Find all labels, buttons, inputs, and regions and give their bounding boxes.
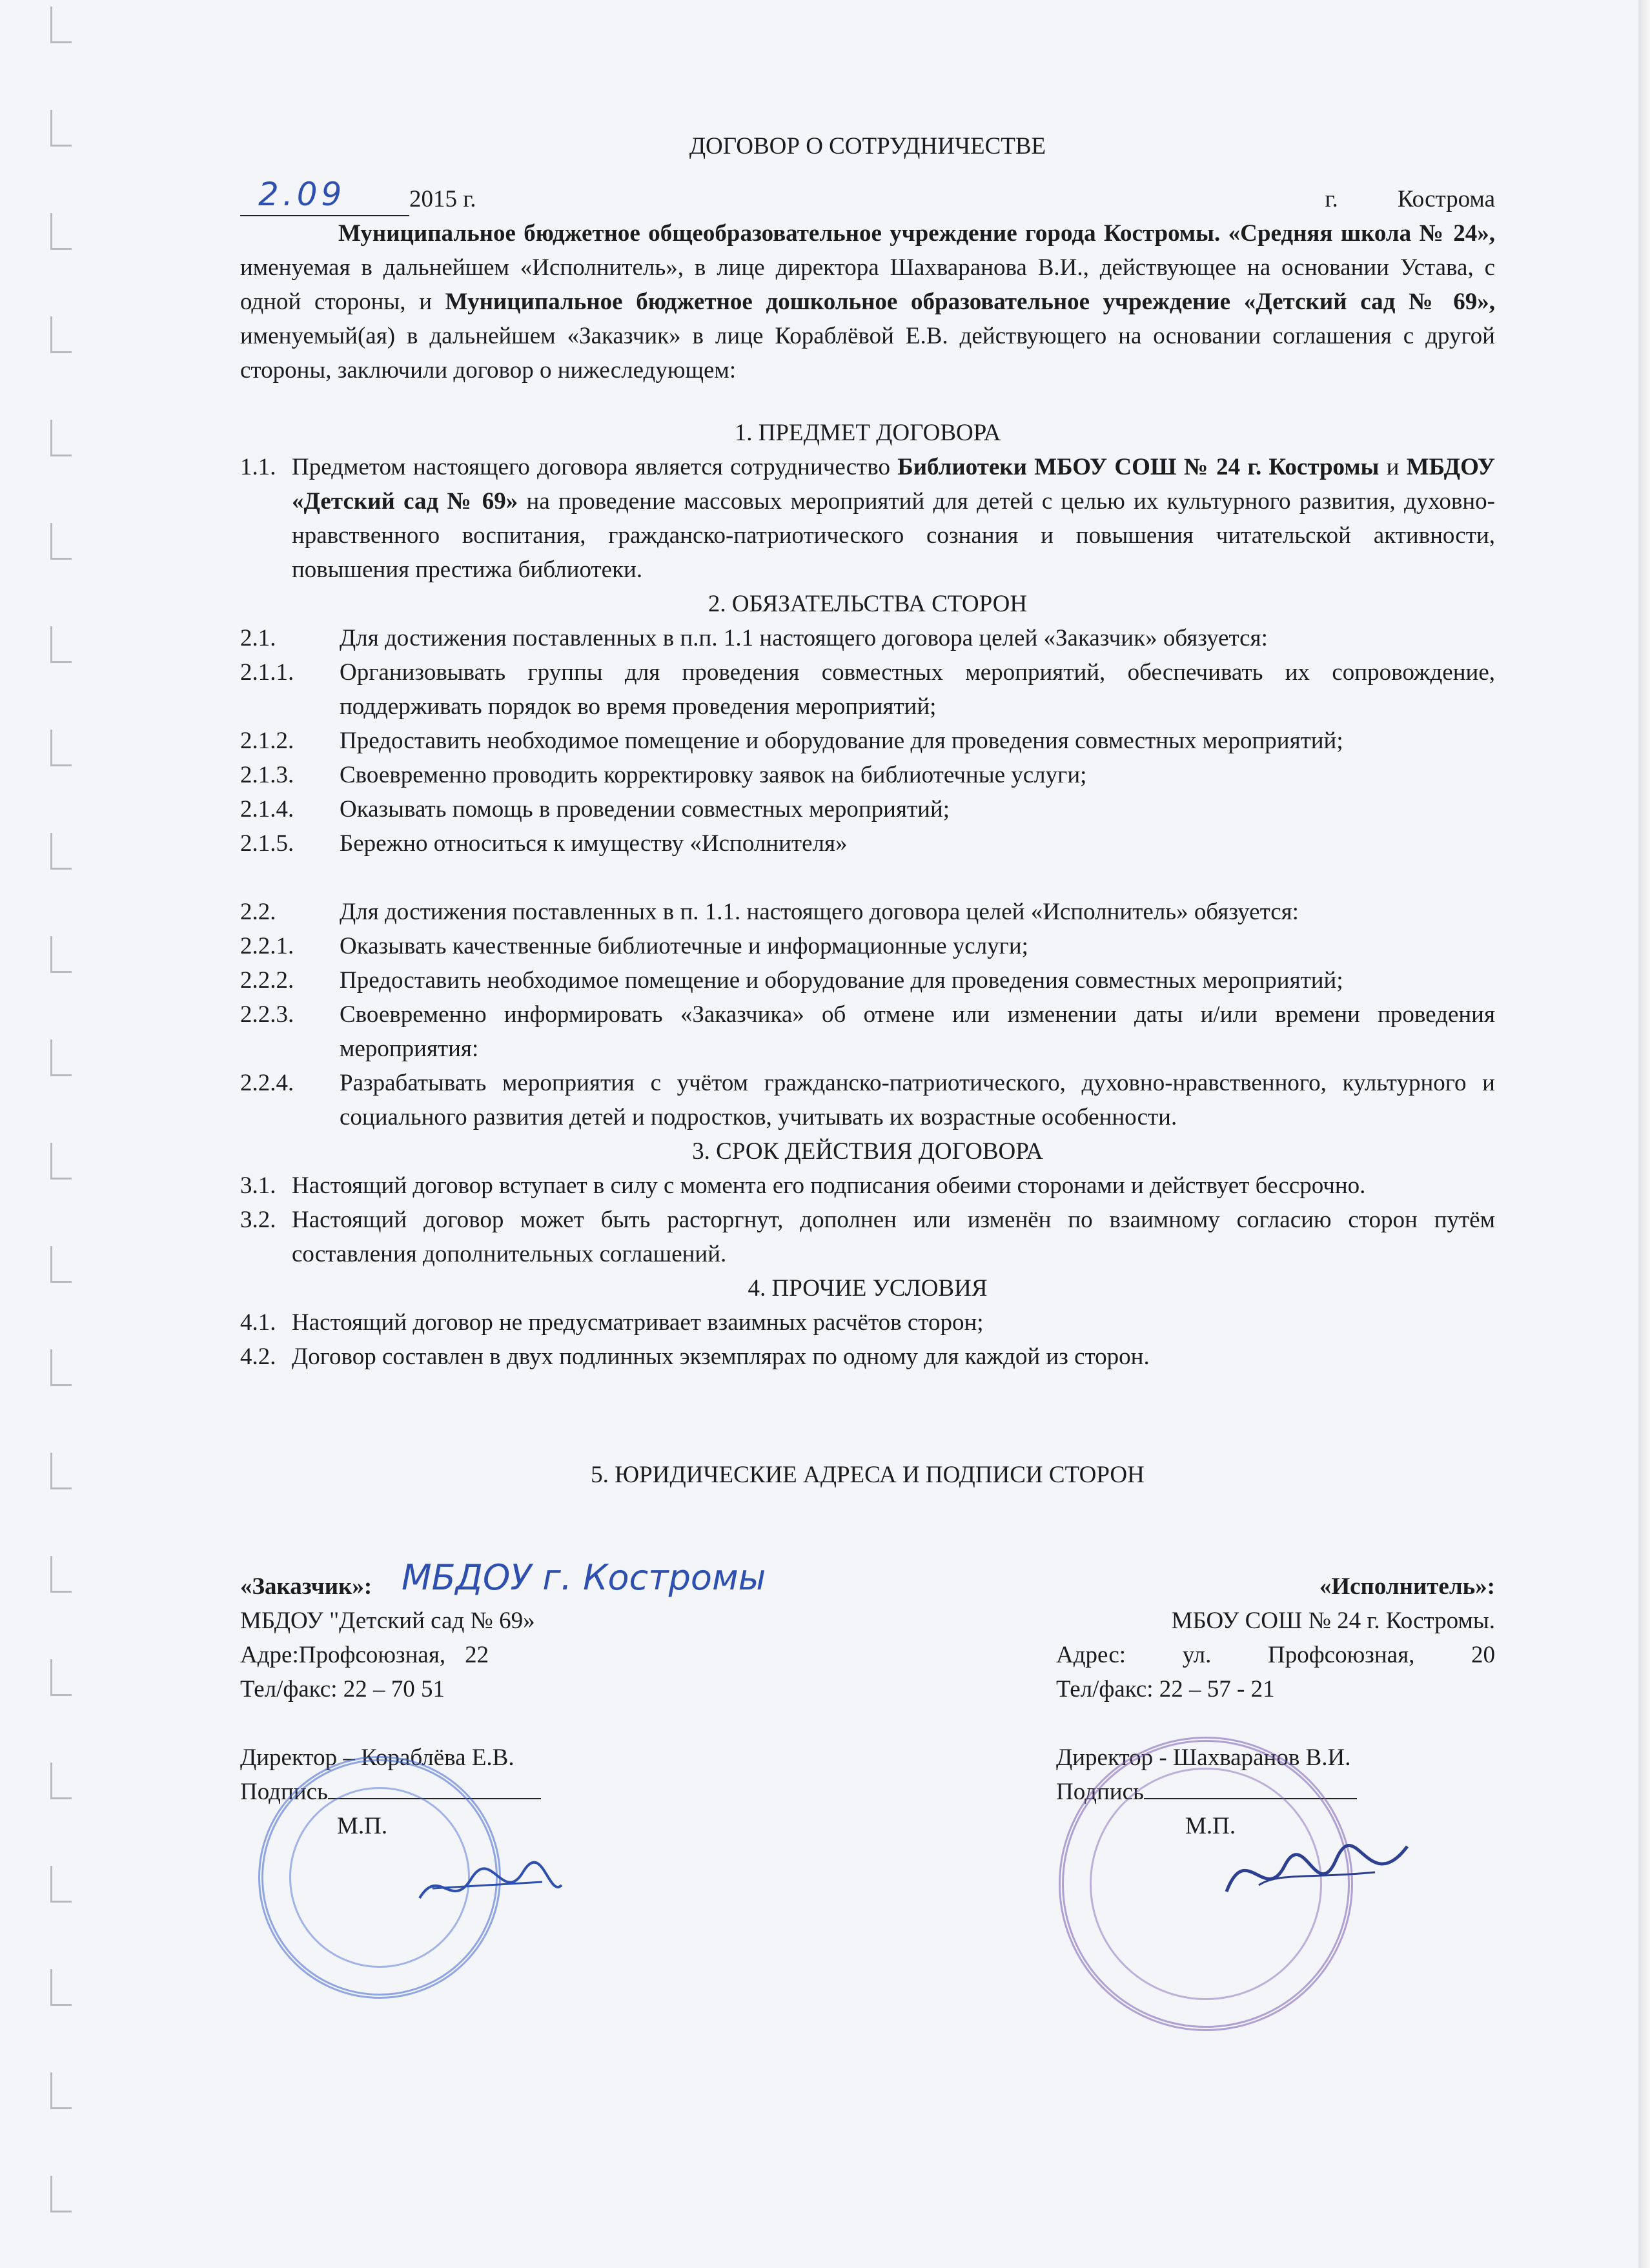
clause [240,655,1495,724]
clause-number: 4.2. [240,1343,276,1370]
clause [240,758,1495,792]
clause-text: Настоящий договор вступает в силу с момента его подписания обеими сторонами и действует бессрочно. [292,1172,1366,1199]
clause-number: 1.1. [240,454,276,480]
section-title: 2. ОБЯЗАТЕЛЬСТВА СТОРОН [708,591,1028,617]
customer-address-street: Адре:Профсоюзная, [240,1642,446,1668]
contractor-director: Директор - Шахваранов В.И. [1056,1744,1351,1771]
clause-number: 2.1. [240,625,276,651]
contractor-seal: М.П. [1185,1813,1236,1839]
clause-text-part: и [1379,454,1407,480]
preamble-school-name: Муниципальное бюджетное общеобразовательное учреждение города Костромы. «Средняя школа № 24», [338,220,1495,247]
clause-text-part: на проведение массовых мероприятий для детей с целью их культурного развития, духовно-нравственного воспитания, гражданско-патриотического сознания и повышения читательской активности, повышения престижа библиотеки. [292,488,1495,583]
clause [240,1066,1495,1134]
binder-hole [50,2072,72,2109]
clause-number: 2.2.2. [240,967,294,994]
signature-stroke [1259,1872,1375,1885]
section-title: 1. ПРЕДМЕТ ДОГОВОРА [734,420,1001,446]
clause-number: 2.2.4. [240,1070,294,1096]
contractor-label: «Исполнитель»: [1319,1573,1495,1600]
clause-text: Договор составлен в двух подлинных экземплярах по одному для каждой из сторон. [292,1343,1150,1370]
clause-text: Бережно относиться к имуществу «Исполнителя» [340,830,848,857]
clause-text-part: Предметом настоящего договора является сотрудничество [292,454,898,480]
clause-text: Для достижения поставленных в п. 1.1. настоящего договора целей «Исполнитель» обязуется: [340,899,1299,925]
clause [240,621,1495,655]
customer-handwritten-name: МБДОУ г. Костромы [402,1557,766,1598]
clause [240,895,1495,929]
binder-hole [50,110,72,147]
clause-text: Разрабатывать мероприятия с учётом гражданско-патриотического, духовно-нравственного, культурного и социального развития детей и подростков, учитывать их возрастные особенности. [340,1070,1495,1130]
binder-hole [50,1453,72,1489]
clause-text: Для достижения поставленных в п.п. 1.1 настоящего договора целей «Заказчик» обязуется: [340,625,1268,651]
clause-number: 2.2. [240,899,276,925]
binder-hole [50,316,72,353]
clause [240,997,1495,1066]
clause-text: Организовывать группы для проведения совместных мероприятий, обеспечивать их сопровождение, поддерживать порядок во время проведения мероприятий; [340,659,1495,720]
clause-number: 2.1.5. [240,830,294,857]
clause-number: 4.1. [240,1309,276,1336]
clause [240,1340,1495,1374]
binder-hole [50,1866,72,1903]
contractor-signature [1220,1834,1414,1924]
signature-stroke [1227,1845,1407,1892]
clause-text: Предоставить необходимое помещение и оборудование для проведения совместных мероприятий; [340,728,1343,754]
clause-text: Своевременно проводить корректировку заявок на библиотечные услуги; [340,762,1087,788]
customer-label-line [240,1557,795,1604]
binder-hole [50,420,72,456]
customer-org: МБДОУ "Детский сад № 69» [240,1608,535,1634]
binder-hole [50,833,72,870]
section-title: 5. ЮРИДИЧЕСКИЕ АДРЕСА И ПОДПИСИ СТОРОН [591,1462,1145,1488]
clause-text: Оказывать качественные библиотечные и информационные услуги; [340,933,1028,959]
clause [240,1169,1495,1203]
binder-hole [50,1762,72,1799]
customer-signature [413,1853,568,1924]
customer-address-number: 22 [465,1642,489,1668]
binder-hole [50,1246,72,1283]
signature-stroke [420,1863,562,1898]
contractor-sign-label: Подпись [1056,1779,1144,1805]
contractor-org: МБОУ СОШ № 24 г. Костромы. [1171,1608,1495,1634]
signature-stroke [433,1882,542,1888]
binder-hole [50,523,72,560]
preamble [240,216,1495,387]
binder-holes [50,0,76,2268]
spacer [240,1706,795,1741]
clause [240,1203,1495,1271]
clause-text: Настоящий договор может быть расторгнут, дополнен или изменён по взаимному согласию сторон путём составления дополнительных соглашений. [292,1207,1495,1267]
clause [240,929,1495,963]
preamble-text: именуемая в дальнейшем «Исполнитель», в лице директора Шахваранова В.И., действующее на основании Устава, с одной стороны, и [240,254,1495,315]
section-title: 3. СРОК ДЕЙСТВИЯ ДОГОВОРА [692,1138,1043,1165]
customer-address [240,1638,795,1672]
customer-sign-label: Подпись [240,1779,328,1805]
clause [240,963,1495,997]
binder-hole [50,936,72,973]
binder-hole [50,2176,72,2212]
clause-text: Своевременно информировать «Заказчика» об отмене или изменении даты и/или времени проведения мероприятия: [340,1001,1495,1062]
clause-text [292,450,1495,587]
city-prefix: г. [1325,186,1338,212]
contractor-address-street: Профсоюзная, [1267,1642,1415,1668]
date-line [240,176,1495,216]
preamble-kindergarten-name: Муниципальное бюджетное дошкольное образовательное учреждение «Детский сад № 69», [445,289,1495,315]
binder-hole [50,6,72,43]
clause-text: Оказывать помощь в проведении совместных мероприятий; [340,796,950,822]
binder-hole [50,213,72,250]
clause-text-bold: Библиотеки МБОУ СОШ № 24 г. Костромы [897,454,1380,480]
page-edge [1638,0,1650,2268]
city-name: Кострома [1397,186,1495,212]
clause-text: Настоящий договор не предусматривает взаимных расчётов сторон; [292,1309,984,1336]
binder-hole [50,626,72,663]
clause-number: 2.1.4. [240,796,294,822]
city-field [1325,182,1495,216]
customer-label: «Заказчик»: [240,1573,372,1600]
customer-director: Директор – Кораблёва Е.В. [240,1744,514,1771]
contractor-address-number: 20 [1471,1642,1495,1668]
contractor-label-line [1056,1569,1495,1604]
handwritten-date: 2.09 [258,176,346,213]
clause [240,1305,1495,1340]
clause-number: 2.2.1. [240,933,294,959]
clause-text-bold: МБДОУ «Детский сад № 69» [292,454,1495,515]
contractor-address [1056,1638,1495,1672]
date-blank [240,176,409,216]
spacer [1056,1706,1495,1741]
clause-number: 3.2. [240,1207,276,1233]
section-title: 4. ПРОЧИЕ УСЛОВИЯ [748,1275,988,1302]
date-field [240,176,476,216]
clause-number: 2.1.1. [240,659,294,686]
customer-seal: М.П. [337,1813,388,1839]
binder-hole [50,1556,72,1593]
clause [240,792,1495,826]
clause-number: 2.2.3. [240,1001,294,1028]
binder-hole [50,1349,72,1386]
clause [240,826,1495,861]
clause [240,724,1495,758]
customer-phone: Тел/факс: 22 – 70 51 [240,1676,445,1702]
binder-hole [50,730,72,766]
document-body [240,129,1495,1905]
clause-number: 2.1.3. [240,762,294,788]
preamble-text: именуемый(ая) в дальнейшем «Заказчик» в лице Кораблёвой Е.В. действующего на основании соглашения с другой стороны, заключили договор о нижеследующем: [240,323,1495,383]
spacer [240,861,1495,895]
clause-number: 3.1. [240,1172,276,1199]
date-year: 2015 г. [409,186,476,212]
clause-text: Предоставить необходимое помещение и оборудование для проведения совместных мероприятий; [340,967,1343,994]
clause-number: 2.1.2. [240,728,294,754]
binder-hole [50,1659,72,1696]
contractor-phone: Тел/факс: 22 – 57 - 21 [1056,1676,1275,1702]
binder-hole [50,1039,72,1076]
binder-hole [50,1143,72,1180]
binder-hole [50,1969,72,2006]
clause [240,450,1495,587]
contractor-address-street-type: ул. [1182,1642,1212,1668]
document-title: ДОГОВОР О СОТРУДНИЧЕСТВЕ [689,133,1046,159]
contractor-address-label: Адрес: [1056,1642,1126,1668]
